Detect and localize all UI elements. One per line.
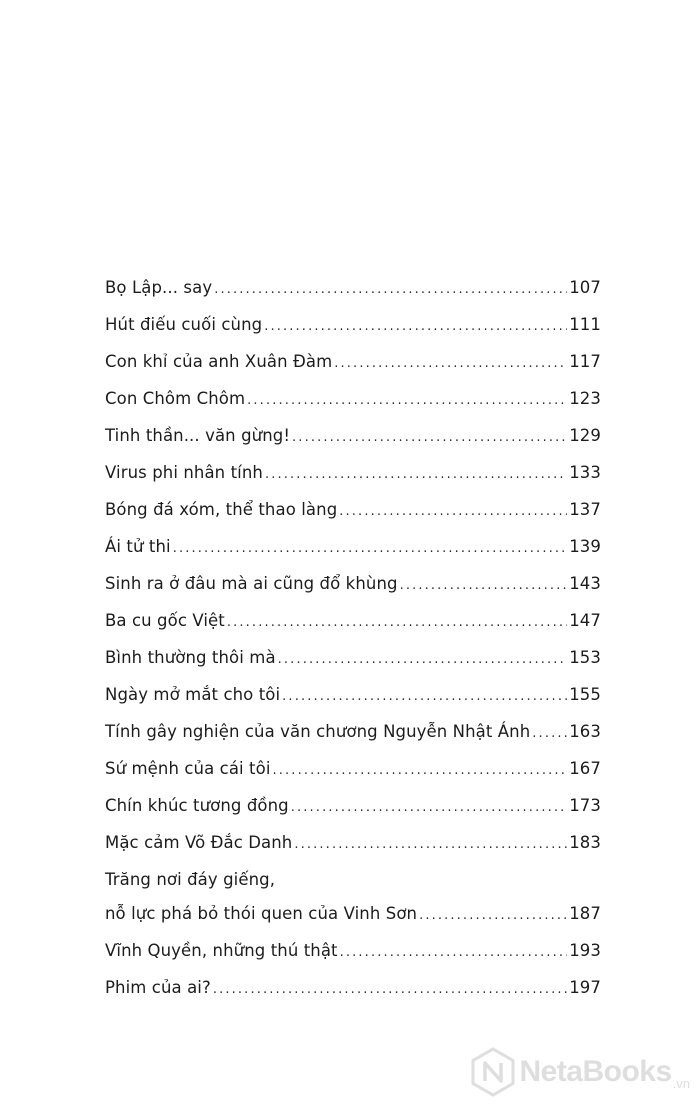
dot-leader xyxy=(291,796,567,820)
toc-entry-page-number: 155 xyxy=(569,685,601,704)
toc-entry[interactable] xyxy=(105,794,601,831)
toc-entry-title: Hút điếu cuối cùng xyxy=(105,315,263,334)
toc-entry-title: Tinh thần... văn gừng! xyxy=(105,426,291,445)
toc-entry-title-line1: Trăng nơi đáy giếng, xyxy=(105,870,276,889)
dot-leader xyxy=(278,648,568,672)
toc-entry-title: Ngày mở mắt cho tôi xyxy=(105,685,281,704)
toc-entry-page-number: 129 xyxy=(569,426,601,445)
toc-entry-page-number: 153 xyxy=(569,648,601,667)
toc-entry[interactable] xyxy=(105,387,601,424)
toc-entry-page-number: 107 xyxy=(569,278,601,297)
toc-entry-title: Phim của ai? xyxy=(105,978,211,997)
dot-leader xyxy=(340,941,568,965)
toc-entry[interactable] xyxy=(105,535,601,572)
toc-entry[interactable] xyxy=(105,646,601,683)
toc-entry-title: Con Chôm Chôm xyxy=(105,389,246,408)
dot-leader xyxy=(292,426,567,450)
watermark-brand-text: NetaBooks xyxy=(519,1055,672,1088)
toc-entry-page-number: 167 xyxy=(569,759,601,778)
dot-leader xyxy=(273,759,568,783)
toc-entry-title: Sứ mệnh của cái tôi xyxy=(105,759,271,778)
toc-entry-page-number: 193 xyxy=(569,941,601,960)
toc-entry-page-number: 183 xyxy=(569,833,601,852)
toc-entry-page-number: 133 xyxy=(569,463,601,482)
toc-entry[interactable] xyxy=(105,976,601,1013)
table-of-contents xyxy=(105,276,601,1013)
toc-entry-title: Con khỉ của anh Xuân Đàm xyxy=(105,352,333,371)
dot-leader xyxy=(532,722,567,746)
toc-entry-two-line[interactable] xyxy=(105,868,601,939)
toc-main-list xyxy=(105,276,601,868)
dot-leader xyxy=(339,500,567,524)
toc-entry-page-number: 111 xyxy=(569,315,601,334)
watermark-suffix-text: .vn xyxy=(672,1076,690,1091)
dot-leader xyxy=(282,685,567,709)
dot-leader xyxy=(400,574,568,598)
toc-entry[interactable] xyxy=(105,609,601,646)
dot-leader xyxy=(264,315,567,339)
toc-entry-page-number: 187 xyxy=(569,904,601,923)
dot-leader xyxy=(214,278,567,302)
toc-entry-page-number: 147 xyxy=(569,611,601,630)
toc-entry-title: Sinh ra ở đâu mà ai cũng đổ khùng xyxy=(105,574,398,593)
toc-entry-page-number: 197 xyxy=(569,978,601,997)
toc-entry[interactable] xyxy=(105,939,601,976)
toc-entry[interactable] xyxy=(105,720,601,757)
dot-leader xyxy=(173,537,568,561)
toc-entry-title: Bóng đá xóm, thể thao làng xyxy=(105,500,338,519)
dot-leader xyxy=(213,978,567,1002)
dot-leader xyxy=(227,611,567,635)
toc-entry-title: Mặc cảm Võ Đắc Danh xyxy=(105,833,293,852)
toc-entry-title: Virus phi nhân tính xyxy=(105,463,263,482)
toc-entry[interactable] xyxy=(105,683,601,720)
toc-entry-title: Bọ Lập... say xyxy=(105,278,213,297)
toc-entry[interactable] xyxy=(105,424,601,461)
toc-entry-second-line xyxy=(105,902,601,939)
toc-entry-page-number: 163 xyxy=(569,722,601,741)
netabooks-logo-icon xyxy=(471,1047,515,1097)
dot-leader xyxy=(247,389,567,413)
toc-entry-page-number: 137 xyxy=(569,500,601,519)
watermark xyxy=(471,1047,690,1097)
toc-entry[interactable] xyxy=(105,831,601,868)
dot-leader xyxy=(265,463,567,487)
toc-entry-title: Tính gây nghiện của văn chương Nguyễn Nhật Ánh xyxy=(105,722,531,741)
toc-entry-title: Ái tử thi xyxy=(105,537,171,556)
toc-entry-page-number: 123 xyxy=(569,389,601,408)
toc-tail-list xyxy=(105,939,601,1013)
toc-entry-title-line2: nỗ lực phá bỏ thói quen của Vinh Sơn xyxy=(105,904,418,923)
toc-entry-title: Vĩnh Quyền, những thú thật xyxy=(105,941,338,960)
toc-entry-title: Bình thường thôi mà xyxy=(105,648,276,667)
toc-entry-page-number: 117 xyxy=(569,352,601,371)
toc-entry-page-number: 143 xyxy=(569,574,601,593)
toc-entry[interactable] xyxy=(105,498,601,535)
dot-leader xyxy=(294,833,567,857)
toc-entry[interactable] xyxy=(105,350,601,387)
toc-entry[interactable] xyxy=(105,461,601,498)
toc-entry-title: Ba cu gốc Việt xyxy=(105,611,225,630)
toc-entry-page-number: 173 xyxy=(569,796,601,815)
dot-leader xyxy=(419,904,567,928)
toc-entry[interactable] xyxy=(105,757,601,794)
toc-entry[interactable] xyxy=(105,313,601,350)
toc-entry[interactable] xyxy=(105,276,601,313)
dot-leader xyxy=(334,352,567,376)
toc-entry[interactable] xyxy=(105,572,601,609)
toc-entry-title: Chín khúc tương đồng xyxy=(105,796,289,815)
toc-entry-page-number: 139 xyxy=(569,537,601,556)
